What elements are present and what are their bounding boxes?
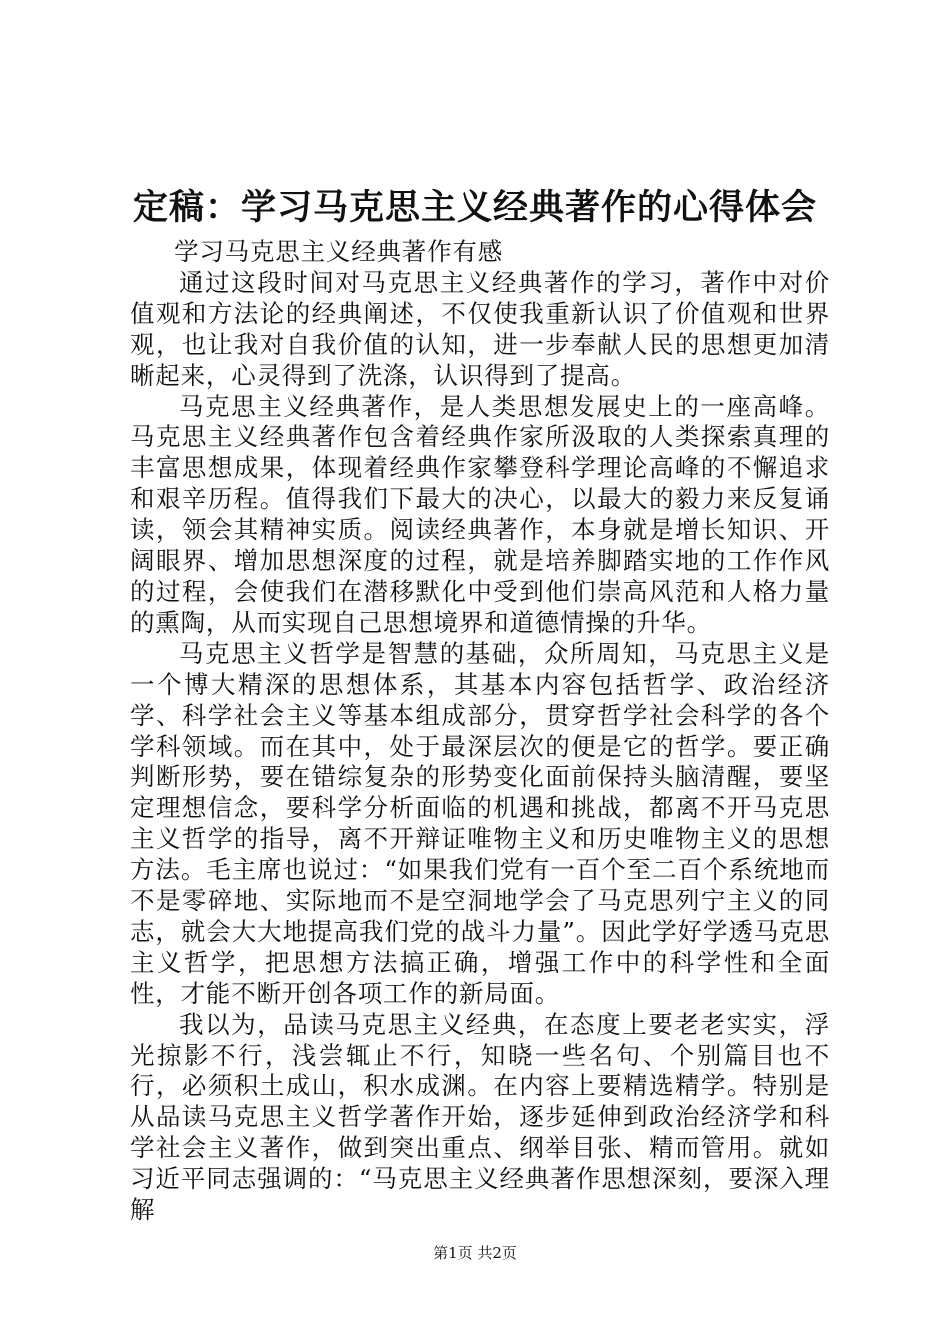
paragraph-1: 通过这段时间对马克思主义经典著作的学习，著作中对价值观和方法论的经典阐述，不仅使我重新认识了价值观和世界观，也让我对自我价值的认知，进一步奉献人民的思想更加清晰起来，心灵得到了洗涤，认识得到了提高。 bbox=[130, 267, 830, 390]
page-title: 定稿：学习马克思主义经典著作的心得体会 bbox=[132, 187, 817, 228]
page-number: 第1页 共2页 bbox=[433, 1244, 517, 1262]
document-body bbox=[130, 237, 830, 1226]
document-subtitle: 学习马克思主义经典著作有感 bbox=[174, 237, 503, 266]
paragraph-4: 我以为，品读马克思主义经典，在态度上要老老实实，浮光掠影不行，浅尝辄止不行，知晓一些名句、个别篇目也不行，必须积土成山，积水成渊。在内容上要精选精学。特别是从品读马克思主义哲学著作开始，逐步延伸到政治经济学和科学社会主义著作，做到突出重点、纲举目张、精而管用。就如习近平同志强调的：“马克思主义经典著作思想深刻，要深入理解 bbox=[130, 1009, 830, 1225]
paragraph-3: 马克思主义哲学是智慧的基础，众所周知，马克思主义是一个博大精深的思想体系，其基本内容包括哲学、政治经济学、科学社会主义等基本组成部分，贯穿哲学社会科学的各个学科领域。而在其中，处于最深层次的便是它的哲学。要正确判断形势，要在错综复杂的形势变化面前保持头脑清醒，要坚定理想信念，要科学分析面临的机遇和挑战，都离不开马克思主义哲学的指导，离不开辩证唯物主义和历史唯物主义的思想方法。毛主席也说过：“如果我们党有一百个至二百个系统地而不是零碎地、实际地而不是空洞地学会了马克思列宁主义的同志，就会大大地提高我们党的战斗力量”。因此学好学透马克思主义哲学，把思想方法搞正确，增强工作中的科学性和全面性，才能不断开创各项工作的新局面。 bbox=[130, 638, 831, 1008]
paragraph-2: 马克思主义经典著作，是人类思想发展史上的一座高峰。马克思主义经典著作包含着经典作家所汲取的人类探索真理的丰富思想成果，体现着经典作家攀登科学理论高峰的不懈追求和艰辛历程。值得我们下最大的决心，以最大的毅力来反复诵读，领会其精神实质。阅读经典著作，本身就是增长知识、开阔眼界、增加思想深度的过程，就是培养脚踏实地的工作作风的过程，会使我们在潜移默化中受到他们崇高风范和人格力量的熏陶，从而实现自己思想境界和道德情操的升华。 bbox=[130, 391, 830, 637]
